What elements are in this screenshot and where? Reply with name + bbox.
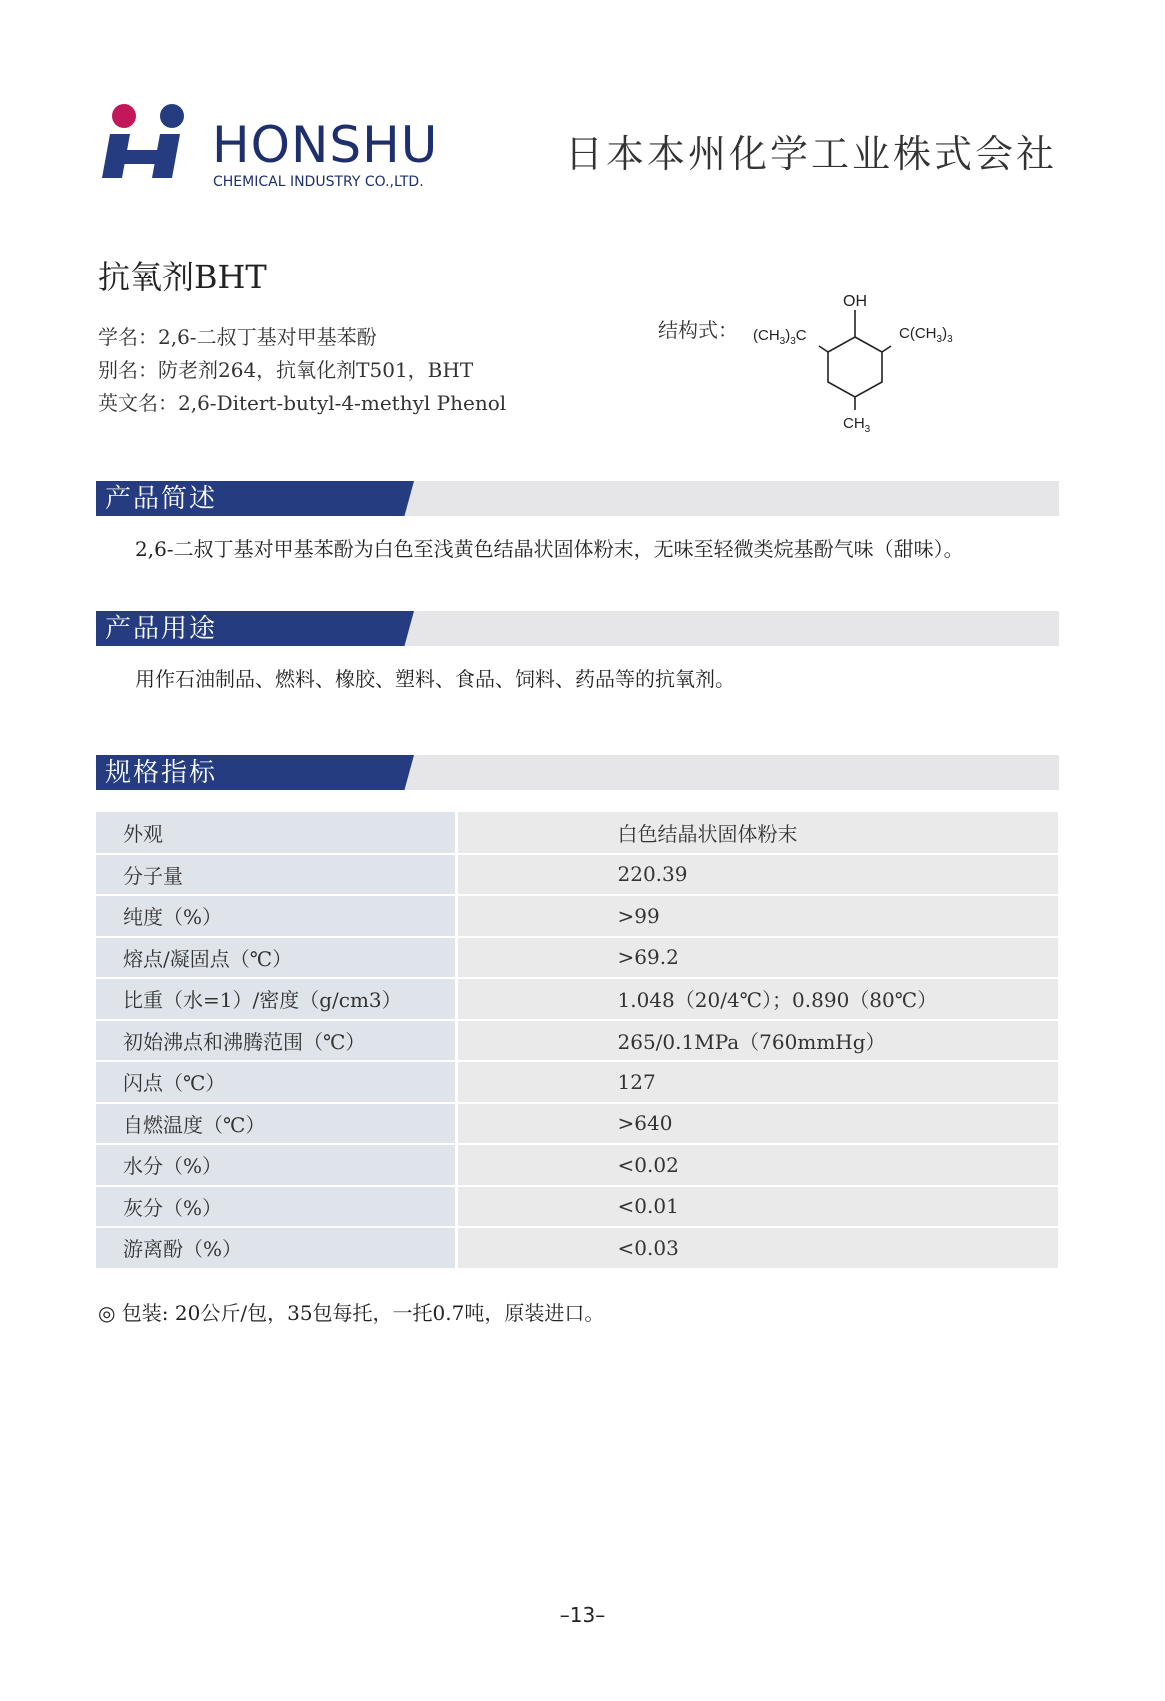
spec-value: 白色结晶状固体粉末 — [456, 812, 1058, 854]
company-logo — [100, 102, 440, 202]
product-names — [98, 321, 506, 420]
spec-value: >640 — [456, 1103, 1058, 1145]
spec-value: <0.02 — [456, 1144, 1058, 1186]
logo-subtitle: CHEMICAL INDUSTRY CO.,LTD. — [213, 174, 424, 190]
specs-table — [96, 812, 1058, 1270]
table-row — [96, 895, 1058, 937]
spec-value: <0.01 — [456, 1186, 1058, 1228]
page-number: –13– — [559, 1603, 606, 1627]
table-row — [96, 1103, 1058, 1145]
spec-value: 127 — [456, 1061, 1058, 1103]
spec-value: >69.2 — [456, 937, 1058, 979]
section-title-usage: 产品用途 — [105, 614, 218, 644]
spec-key: 闪点（℃） — [96, 1061, 456, 1103]
spec-key: 比重（水=1）/密度（g/cm3） — [96, 978, 456, 1020]
spec-key: 熔点/凝固点（℃） — [96, 937, 456, 979]
section-header-overview — [96, 481, 1059, 516]
spec-key: 自燃温度（℃） — [96, 1103, 456, 1145]
spec-key: 纯度（%） — [96, 895, 456, 937]
bottom-group-label: $CH_3$ — [843, 415, 871, 435]
logo-name: HONSHU — [212, 116, 439, 174]
table-row — [96, 1186, 1058, 1228]
table-row — [96, 854, 1058, 896]
benzene-ring — [819, 310, 891, 410]
spec-key: 分子量 — [96, 854, 456, 896]
table-row — [96, 812, 1058, 854]
spec-key: 水分（%） — [96, 1144, 456, 1186]
section-header-usage — [96, 611, 1059, 646]
spec-value: 265/0.1MPa（760mmHg） — [456, 1020, 1058, 1062]
spec-key: 游离酚（%） — [96, 1227, 456, 1269]
usage-text: 用作石油制品、燃料、橡胶、塑料、食品、饲料、药品等的抗氧剂。 — [135, 667, 735, 691]
spec-value: 1.048（20/4℃）；0.890（80℃） — [456, 978, 1058, 1020]
table-row — [96, 1020, 1058, 1062]
spec-key: 灰分（%） — [96, 1186, 456, 1228]
section-title-overview: 产品简述 — [105, 484, 218, 514]
english-name: 英文名：2,6-Ditert-butyl-4-methyl Phenol — [98, 391, 507, 415]
oh-label: OH — [843, 293, 867, 310]
structure-label: 结构式： — [658, 318, 738, 342]
overview-text: 2,6-二叔丁基对甲基苯酚为白色至浅黄色结晶状固体粉末，无味至轻微类烷基酚气味（甜味）。 — [135, 537, 964, 561]
spec-key: 初始沸点和沸腾范围（℃） — [96, 1020, 456, 1062]
honshu-logo-icon — [100, 102, 195, 194]
packaging-note: ◎ 包装: 20公斤/包，35包每托，一托0.7吨，原装进口。 — [98, 1301, 605, 1325]
company-name-japanese: 日本本州化学工业株式会社 — [564, 132, 1057, 176]
table-row — [96, 937, 1058, 979]
alias-name: 别名：防老剂264，抗氧化剂T501，BHT — [98, 358, 474, 382]
table-row — [96, 978, 1058, 1020]
right-group-label: $C(CH_3)_3$ — [899, 325, 953, 345]
section-title-specs: 规格指标 — [105, 758, 218, 788]
structure-diagram — [745, 292, 975, 442]
spec-value: >99 — [456, 895, 1058, 937]
table-row — [96, 1061, 1058, 1103]
table-row — [96, 1227, 1058, 1269]
left-group-label: $(CH_3)_3C$ — [753, 327, 807, 347]
table-row — [96, 1144, 1058, 1186]
product-title: 抗氧剂BHT — [98, 258, 267, 296]
spec-value: 220.39 — [456, 854, 1058, 896]
spec-key: 外观 — [96, 812, 456, 854]
scientific-name: 学名：2,6-二叔丁基对甲基苯酚 — [98, 325, 377, 349]
spec-value: <0.03 — [456, 1227, 1058, 1269]
section-header-specs — [96, 755, 1059, 790]
